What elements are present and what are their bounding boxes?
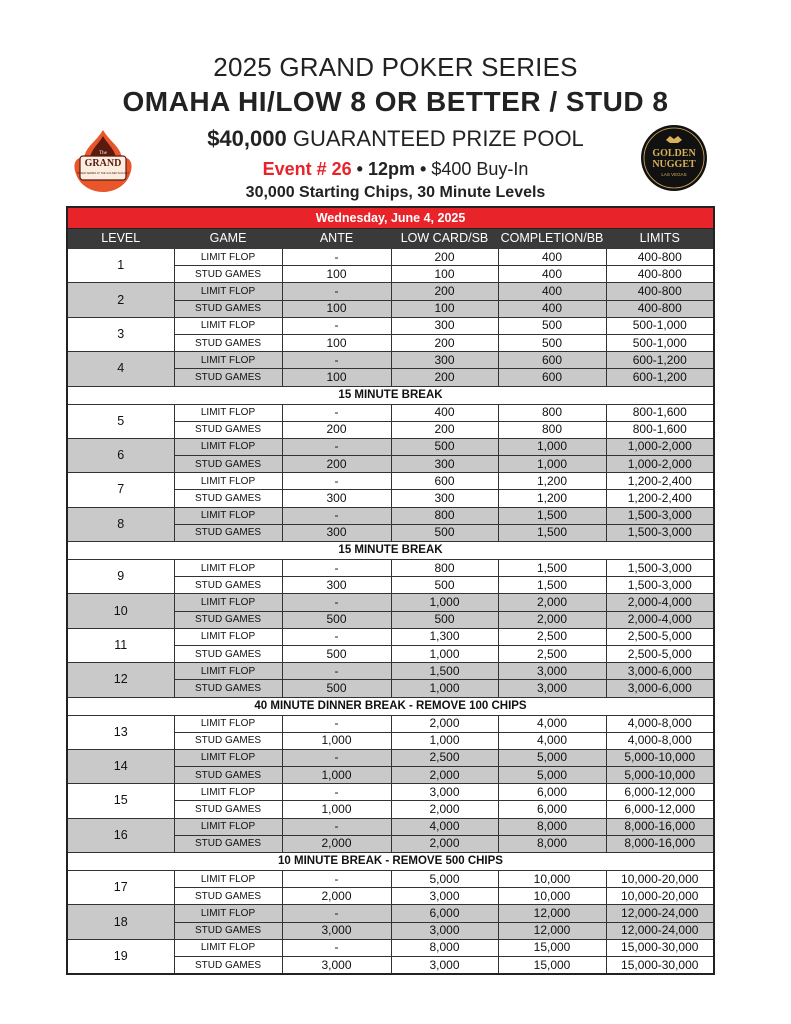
- game-cell: LIMIT FLOP: [174, 628, 282, 645]
- event-title: OMAHA HI/LOW 8 OR BETTER / STUD 8: [122, 86, 669, 117]
- low-card-sb-cell: 200: [391, 421, 498, 438]
- ante-cell: 2,000: [282, 888, 391, 905]
- ante-cell: 100: [282, 266, 391, 283]
- limits-cell: 1,200-2,400: [606, 490, 714, 507]
- level-flop-row: [67, 905, 714, 922]
- limits-cell: 800-1,600: [606, 421, 714, 438]
- completion-bb-cell: 3,000: [498, 680, 606, 697]
- grand-poker-series-logo: [70, 128, 136, 194]
- low-card-sb-cell: 400: [391, 404, 498, 421]
- low-card-sb-cell: 3,000: [391, 784, 498, 801]
- level-number: 7: [67, 473, 174, 507]
- completion-bb-cell: 12,000: [498, 905, 606, 922]
- completion-bb-cell: 8,000: [498, 818, 606, 835]
- low-card-sb-cell: 2,000: [391, 715, 498, 732]
- level-number: 4: [67, 352, 174, 386]
- game-cell: STUD GAMES: [174, 888, 282, 905]
- low-card-sb-cell: 800: [391, 560, 498, 577]
- limits-cell: 4,000-8,000: [606, 715, 714, 732]
- level-flop-row: [67, 663, 714, 680]
- ante-cell: 200: [282, 421, 391, 438]
- level-number: 5: [67, 404, 174, 438]
- ante-cell: -: [282, 249, 391, 266]
- completion-bb-cell: 5,000: [498, 767, 606, 784]
- limits-cell: 600-1,200: [606, 352, 714, 369]
- golden-nugget-logo: [640, 124, 708, 192]
- limits-cell: 1,000-2,000: [606, 456, 714, 473]
- limits-cell: 15,000-30,000: [606, 939, 714, 956]
- completion-bb-cell: 800: [498, 421, 606, 438]
- ante-cell: 300: [282, 490, 391, 507]
- completion-bb-cell: 5,000: [498, 749, 606, 766]
- completion-bb-cell: 1,500: [498, 577, 606, 594]
- schedule-date: Wednesday, June 4, 2025: [67, 207, 714, 229]
- level-flop-row: [67, 283, 714, 300]
- ante-cell: -: [282, 283, 391, 300]
- ante-cell: -: [282, 352, 391, 369]
- ante-cell: -: [282, 818, 391, 835]
- game-cell: LIMIT FLOP: [174, 473, 282, 490]
- low-card-sb-cell: 1,000: [391, 645, 498, 662]
- limits-cell: 600-1,200: [606, 369, 714, 386]
- logo-text-sub: POKER SERIES AT THE GOLDEN NUGGET: [76, 172, 130, 175]
- low-card-sb-cell: 4,000: [391, 818, 498, 835]
- completion-bb-cell: 1,000: [498, 438, 606, 455]
- completion-bb-cell: 4,000: [498, 715, 606, 732]
- limits-cell: 2,500-5,000: [606, 645, 714, 662]
- low-card-sb-cell: 2,000: [391, 801, 498, 818]
- limits-cell: 400-800: [606, 300, 714, 317]
- chips-info: 30,000 Starting Chips, 30 Minute Levels: [245, 184, 546, 201]
- game-cell: LIMIT FLOP: [174, 283, 282, 300]
- low-card-sb-cell: 200: [391, 369, 498, 386]
- level-flop-row: [67, 594, 714, 611]
- ante-cell: -: [282, 628, 391, 645]
- game-cell: STUD GAMES: [174, 801, 282, 818]
- low-card-sb-cell: 8,000: [391, 939, 498, 956]
- series-title: 2025 GRAND POKER SERIES: [213, 52, 578, 82]
- limits-cell: 3,000-6,000: [606, 663, 714, 680]
- completion-bb-cell: 500: [498, 334, 606, 351]
- limits-cell: 400-800: [606, 249, 714, 266]
- game-cell: STUD GAMES: [174, 680, 282, 697]
- break-row: [67, 542, 714, 560]
- game-cell: LIMIT FLOP: [174, 438, 282, 455]
- ante-cell: 1,000: [282, 767, 391, 784]
- ante-cell: 100: [282, 300, 391, 317]
- limits-cell: 6,000-12,000: [606, 784, 714, 801]
- column-header-row: [67, 229, 714, 249]
- logo-text-grand: GRAND: [84, 158, 122, 169]
- low-card-sb-cell: 500: [391, 438, 498, 455]
- low-card-sb-cell: 3,000: [391, 922, 498, 939]
- completion-bb-cell: 2,000: [498, 611, 606, 628]
- level-flop-row: [67, 939, 714, 956]
- game-cell: STUD GAMES: [174, 334, 282, 351]
- date-row: [67, 207, 714, 229]
- prize-text: GUARANTEED PRIZE POOL: [292, 126, 584, 151]
- limits-cell: 500-1,000: [606, 334, 714, 351]
- game-cell: STUD GAMES: [174, 266, 282, 283]
- low-card-sb-cell: 100: [391, 266, 498, 283]
- level-number: 10: [67, 594, 174, 628]
- low-card-sb-cell: 5,000: [391, 871, 498, 888]
- low-card-sb-cell: 300: [391, 317, 498, 334]
- break-label: 15 MINUTE BREAK: [67, 386, 714, 404]
- ante-cell: -: [282, 404, 391, 421]
- start-time: 12pm: [367, 159, 415, 179]
- limits-cell: 8,000-16,000: [606, 818, 714, 835]
- low-card-sb-cell: 300: [391, 490, 498, 507]
- break-row: [67, 853, 714, 871]
- limits-cell: 1,500-3,000: [606, 560, 714, 577]
- logo-text-top: The: [99, 151, 107, 156]
- level-number: 14: [67, 749, 174, 783]
- ante-cell: 300: [282, 524, 391, 541]
- completion-bb-cell: 10,000: [498, 871, 606, 888]
- game-cell: STUD GAMES: [174, 490, 282, 507]
- limits-cell: 10,000-20,000: [606, 871, 714, 888]
- ante-cell: -: [282, 749, 391, 766]
- low-card-sb-cell: 6,000: [391, 905, 498, 922]
- low-card-sb-cell: 300: [391, 352, 498, 369]
- limits-cell: 2,500-5,000: [606, 628, 714, 645]
- completion-bb-cell: 1,500: [498, 507, 606, 524]
- low-card-sb-cell: 500: [391, 611, 498, 628]
- break-label: 10 MINUTE BREAK - REMOVE 500 CHIPS: [67, 853, 714, 871]
- low-card-sb-cell: 1,300: [391, 628, 498, 645]
- limits-cell: 5,000-10,000: [606, 767, 714, 784]
- completion-bb-cell: 500: [498, 317, 606, 334]
- game-cell: STUD GAMES: [174, 956, 282, 974]
- ante-cell: 100: [282, 334, 391, 351]
- low-card-sb-cell: 1,000: [391, 594, 498, 611]
- ante-cell: -: [282, 438, 391, 455]
- low-card-sb-cell: 200: [391, 283, 498, 300]
- ante-cell: -: [282, 784, 391, 801]
- completion-bb-cell: 1,200: [498, 473, 606, 490]
- level-flop-row: [67, 749, 714, 766]
- low-card-sb-cell: 3,000: [391, 888, 498, 905]
- low-card-sb-cell: 500: [391, 524, 498, 541]
- level-flop-row: [67, 871, 714, 888]
- level-flop-row: [67, 249, 714, 266]
- break-row: [67, 386, 714, 404]
- completion-bb-cell: 400: [498, 283, 606, 300]
- level-flop-row: [67, 404, 714, 421]
- ante-cell: 300: [282, 577, 391, 594]
- completion-bb-cell: 6,000: [498, 801, 606, 818]
- ante-cell: 500: [282, 680, 391, 697]
- completion-bb-cell: 1,500: [498, 524, 606, 541]
- ante-cell: -: [282, 594, 391, 611]
- break-label: 40 MINUTE DINNER BREAK - REMOVE 100 CHIPS: [67, 697, 714, 715]
- col-header-low-card-sb: LOW CARD/SB: [391, 229, 498, 249]
- ante-cell: -: [282, 507, 391, 524]
- game-cell: STUD GAMES: [174, 300, 282, 317]
- completion-bb-cell: 400: [498, 266, 606, 283]
- game-cell: LIMIT FLOP: [174, 594, 282, 611]
- logo-text-lasvegas: LAS VEGAS: [661, 172, 687, 177]
- game-cell: LIMIT FLOP: [174, 352, 282, 369]
- game-cell: LIMIT FLOP: [174, 939, 282, 956]
- completion-bb-cell: 3,000: [498, 663, 606, 680]
- level-number: 19: [67, 939, 174, 974]
- limits-cell: 12,000-24,000: [606, 905, 714, 922]
- low-card-sb-cell: 1,000: [391, 732, 498, 749]
- level-number: 9: [67, 560, 174, 594]
- low-card-sb-cell: 600: [391, 473, 498, 490]
- game-cell: STUD GAMES: [174, 767, 282, 784]
- limits-cell: 1,500-3,000: [606, 577, 714, 594]
- level-number: 15: [67, 784, 174, 818]
- level-number: 16: [67, 818, 174, 852]
- game-cell: LIMIT FLOP: [174, 871, 282, 888]
- ante-cell: 2,000: [282, 835, 391, 852]
- game-cell: STUD GAMES: [174, 922, 282, 939]
- limits-cell: 1,000-2,000: [606, 438, 714, 455]
- limits-cell: 800-1,600: [606, 404, 714, 421]
- game-cell: STUD GAMES: [174, 524, 282, 541]
- separator: •: [420, 159, 427, 179]
- low-card-sb-cell: 2,500: [391, 749, 498, 766]
- limits-cell: 3,000-6,000: [606, 680, 714, 697]
- level-number: 1: [67, 249, 174, 283]
- completion-bb-cell: 1,000: [498, 456, 606, 473]
- limits-cell: 4,000-8,000: [606, 732, 714, 749]
- game-cell: LIMIT FLOP: [174, 784, 282, 801]
- completion-bb-cell: 600: [498, 369, 606, 386]
- low-card-sb-cell: 1,000: [391, 680, 498, 697]
- logo-text-golden: GOLDEN: [652, 148, 696, 159]
- game-cell: LIMIT FLOP: [174, 818, 282, 835]
- level-flop-row: [67, 818, 714, 835]
- game-cell: STUD GAMES: [174, 732, 282, 749]
- limits-cell: 1,500-3,000: [606, 524, 714, 541]
- limits-cell: 1,500-3,000: [606, 507, 714, 524]
- completion-bb-cell: 1,500: [498, 560, 606, 577]
- level-flop-row: [67, 784, 714, 801]
- level-flop-row: [67, 628, 714, 645]
- level-flop-row: [67, 473, 714, 490]
- low-card-sb-cell: 2,000: [391, 767, 498, 784]
- col-header-limits: LIMITS: [606, 229, 714, 249]
- col-header-ante: ANTE: [282, 229, 391, 249]
- ante-cell: 500: [282, 611, 391, 628]
- ante-cell: -: [282, 905, 391, 922]
- game-cell: LIMIT FLOP: [174, 507, 282, 524]
- low-card-sb-cell: 1,500: [391, 663, 498, 680]
- level-flop-row: [67, 317, 714, 334]
- completion-bb-cell: 2,500: [498, 645, 606, 662]
- limits-cell: 500-1,000: [606, 317, 714, 334]
- limits-cell: 400-800: [606, 266, 714, 283]
- level-flop-row: [67, 715, 714, 732]
- limits-cell: 15,000-30,000: [606, 956, 714, 974]
- level-flop-row: [67, 560, 714, 577]
- ante-cell: -: [282, 939, 391, 956]
- break-row: [67, 697, 714, 715]
- completion-bb-cell: 8,000: [498, 835, 606, 852]
- level-number: 12: [67, 663, 174, 697]
- completion-bb-cell: 1,200: [498, 490, 606, 507]
- game-cell: LIMIT FLOP: [174, 905, 282, 922]
- separator: •: [356, 159, 363, 179]
- level-number: 17: [67, 871, 174, 905]
- level-number: 18: [67, 905, 174, 939]
- level-number: 6: [67, 438, 174, 472]
- level-flop-row: [67, 438, 714, 455]
- ante-cell: -: [282, 473, 391, 490]
- completion-bb-cell: 2,000: [498, 594, 606, 611]
- completion-bb-cell: 6,000: [498, 784, 606, 801]
- limits-cell: 10,000-20,000: [606, 888, 714, 905]
- col-header-game: GAME: [174, 229, 282, 249]
- level-number: 2: [67, 283, 174, 317]
- low-card-sb-cell: 2,000: [391, 835, 498, 852]
- game-cell: STUD GAMES: [174, 577, 282, 594]
- completion-bb-cell: 15,000: [498, 939, 606, 956]
- level-number: 13: [67, 715, 174, 749]
- game-cell: LIMIT FLOP: [174, 317, 282, 334]
- ante-cell: -: [282, 317, 391, 334]
- break-label: 15 MINUTE BREAK: [67, 542, 714, 560]
- level-flop-row: [67, 352, 714, 369]
- completion-bb-cell: 2,500: [498, 628, 606, 645]
- level-number: 8: [67, 507, 174, 541]
- buy-in: $400 Buy-In: [431, 159, 529, 179]
- game-cell: LIMIT FLOP: [174, 560, 282, 577]
- completion-bb-cell: 400: [498, 249, 606, 266]
- completion-bb-cell: 800: [498, 404, 606, 421]
- ante-cell: -: [282, 715, 391, 732]
- game-cell: LIMIT FLOP: [174, 663, 282, 680]
- ante-cell: -: [282, 871, 391, 888]
- col-header-completion-bb: COMPLETION/BB: [498, 229, 606, 249]
- game-cell: LIMIT FLOP: [174, 749, 282, 766]
- game-cell: LIMIT FLOP: [174, 715, 282, 732]
- ante-cell: -: [282, 560, 391, 577]
- ante-cell: 100: [282, 369, 391, 386]
- limits-cell: 8,000-16,000: [606, 835, 714, 852]
- game-cell: STUD GAMES: [174, 421, 282, 438]
- game-cell: STUD GAMES: [174, 369, 282, 386]
- logo-text-nugget: NUGGET: [652, 159, 696, 170]
- blind-structure-table: [66, 206, 715, 975]
- prize-amount: $40,000: [207, 126, 287, 151]
- limits-cell: 12,000-24,000: [606, 922, 714, 939]
- game-cell: STUD GAMES: [174, 835, 282, 852]
- low-card-sb-cell: 500: [391, 577, 498, 594]
- low-card-sb-cell: 200: [391, 249, 498, 266]
- col-header-level: LEVEL: [67, 229, 174, 249]
- ante-cell: 1,000: [282, 801, 391, 818]
- level-number: 3: [67, 317, 174, 351]
- game-cell: STUD GAMES: [174, 611, 282, 628]
- level-number: 11: [67, 628, 174, 662]
- completion-bb-cell: 600: [498, 352, 606, 369]
- game-cell: LIMIT FLOP: [174, 404, 282, 421]
- limits-cell: 2,000-4,000: [606, 611, 714, 628]
- low-card-sb-cell: 100: [391, 300, 498, 317]
- game-cell: STUD GAMES: [174, 456, 282, 473]
- low-card-sb-cell: 800: [391, 507, 498, 524]
- limits-cell: 2,000-4,000: [606, 594, 714, 611]
- ante-cell: 3,000: [282, 956, 391, 974]
- limits-cell: 1,200-2,400: [606, 473, 714, 490]
- limits-cell: 5,000-10,000: [606, 749, 714, 766]
- limits-cell: 6,000-12,000: [606, 801, 714, 818]
- completion-bb-cell: 400: [498, 300, 606, 317]
- game-cell: LIMIT FLOP: [174, 249, 282, 266]
- low-card-sb-cell: 200: [391, 334, 498, 351]
- game-cell: STUD GAMES: [174, 645, 282, 662]
- completion-bb-cell: 10,000: [498, 888, 606, 905]
- ante-cell: 3,000: [282, 922, 391, 939]
- event-number: Event # 26: [262, 159, 352, 179]
- completion-bb-cell: 12,000: [498, 922, 606, 939]
- low-card-sb-cell: 3,000: [391, 956, 498, 974]
- schedule-body: [67, 207, 714, 974]
- ante-cell: 1,000: [282, 732, 391, 749]
- limits-cell: 400-800: [606, 283, 714, 300]
- completion-bb-cell: 15,000: [498, 956, 606, 974]
- ante-cell: -: [282, 663, 391, 680]
- completion-bb-cell: 4,000: [498, 732, 606, 749]
- ante-cell: 500: [282, 645, 391, 662]
- level-flop-row: [67, 507, 714, 524]
- ante-cell: 200: [282, 456, 391, 473]
- low-card-sb-cell: 300: [391, 456, 498, 473]
